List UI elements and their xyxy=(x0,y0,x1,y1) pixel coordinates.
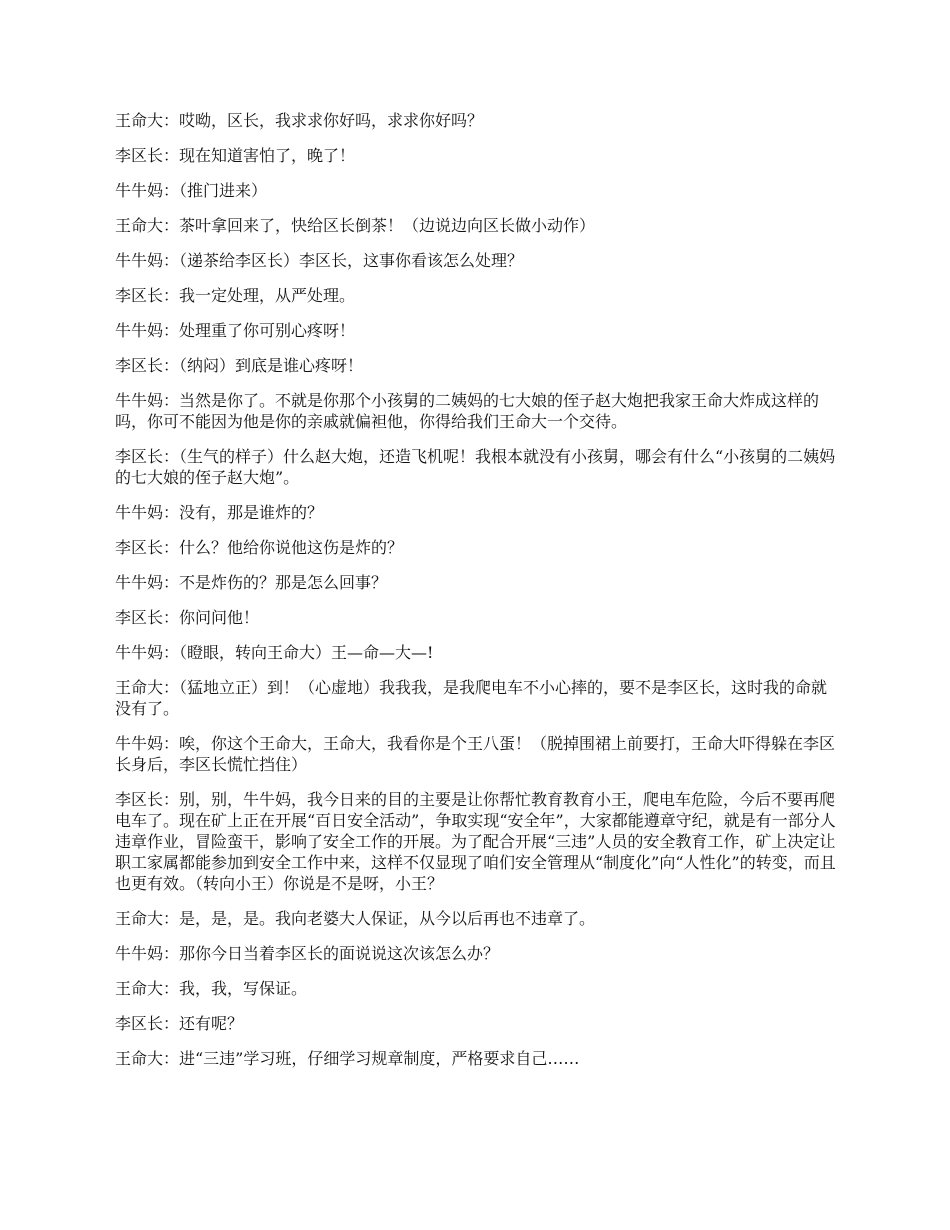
dialogue-paragraph-15: 牛牛妈：（瞪眼，转向王命大）王—命—大—! xyxy=(115,643,434,662)
document-body xyxy=(115,110,840,1083)
dialogue-paragraph-23: 王命大：进“三违”学习班，仔细学习规章制度，严格要求自己…… xyxy=(115,1049,580,1068)
dialogue-paragraph-1: 王命大：哎呦，区长，我求求你好吗，求求你好吗？ xyxy=(115,111,484,130)
dialogue-paragraph-21: 王命大：我，我，写保证。 xyxy=(115,979,308,998)
dialogue-paragraph-16: 王命大：（猛地立正）到！（心虚地）我我我，是我爬电车不小心摔的，要不是李区长，这时我的命就没有了。 xyxy=(115,678,828,718)
dialogue-paragraph-5: 牛牛妈：（递茶给李区长）李区长，这事你看该怎么处理？ xyxy=(115,251,524,270)
dialogue-paragraph-4: 王命大：茶叶拿回来了，快给区长倒茶！（边说边向区长做小动作） xyxy=(115,216,596,235)
dialogue-paragraph-20: 牛牛妈：那你今日当着李区长的面说说这次该怎么办？ xyxy=(115,944,500,963)
dialogue-paragraph-18: 李区长：别，别，牛牛妈，我今日来的目的主要是让你帮忙教育教育小王，爬电车危险，今后不要再爬电车了。现在矿上正在开展“百日安全活动”，争取实现“安全年”，大家都能遵章守纪，就是有一部分人违章作业，冒险蛮干，影响了安全工作的开展。为了配合开展“三违”人员的安全教育工作，矿上决定让职工家属都能参加到安全工作中来，这样不仅显现了咱们安全管理从“制度化”向“人性化”的转变，而且也更有效。（转向小王）你说是不是呀，小王？ xyxy=(115,790,836,893)
dialogue-paragraph-8: 李区长：（纳闷）到底是谁心疼呀！ xyxy=(115,356,364,375)
dialogue-paragraph-10: 李区长：（生气的样子）什么赵大炮，还造飞机呢！我根本就没有小孩舅，哪会有什么“小孩舅的二姨妈的七大娘的侄子赵大炮”。 xyxy=(115,447,836,487)
dialogue-paragraph-14: 李区长：你问问他！ xyxy=(115,608,260,627)
dialogue-paragraph-11: 牛牛妈：没有，那是谁炸的？ xyxy=(115,503,324,522)
dialogue-paragraph-13: 牛牛妈：不是炸伤的？那是怎么回事？ xyxy=(115,573,388,592)
dialogue-paragraph-19: 王命大：是，是，是。我向老婆大人保证，从今以后再也不违章了。 xyxy=(115,909,596,928)
dialogue-paragraph-12: 李区长：什么？他给你说他这伤是炸的？ xyxy=(115,538,404,557)
dialogue-paragraph-3: 牛牛妈：（推门进来） xyxy=(115,181,268,200)
dialogue-paragraph-7: 牛牛妈：处理重了你可别心疼呀！ xyxy=(115,321,356,340)
dialogue-paragraph-17: 牛牛妈：唉，你这个王命大，王命大，我看你是个王八蛋！（脱掉围裙上前要打，王命大吓得躲在李区长身后，李区长慌忙挡住） xyxy=(115,734,836,774)
dialogue-paragraph-2: 李区长：现在知道害怕了，晚了！ xyxy=(115,146,356,165)
dialogue-paragraph-22: 李区长：还有呢？ xyxy=(115,1014,244,1033)
dialogue-paragraph-6: 李区长：我一定处理，从严处理。 xyxy=(115,286,356,305)
dialogue-paragraph-9: 牛牛妈：当然是你了。不就是你那个小孩舅的二姨妈的七大娘的侄子赵大炮把我家王命大炸成这样的吗，你可不能因为他是你的亲戚就偏袒他，你得给我们王命大一个交待。 xyxy=(115,391,820,431)
